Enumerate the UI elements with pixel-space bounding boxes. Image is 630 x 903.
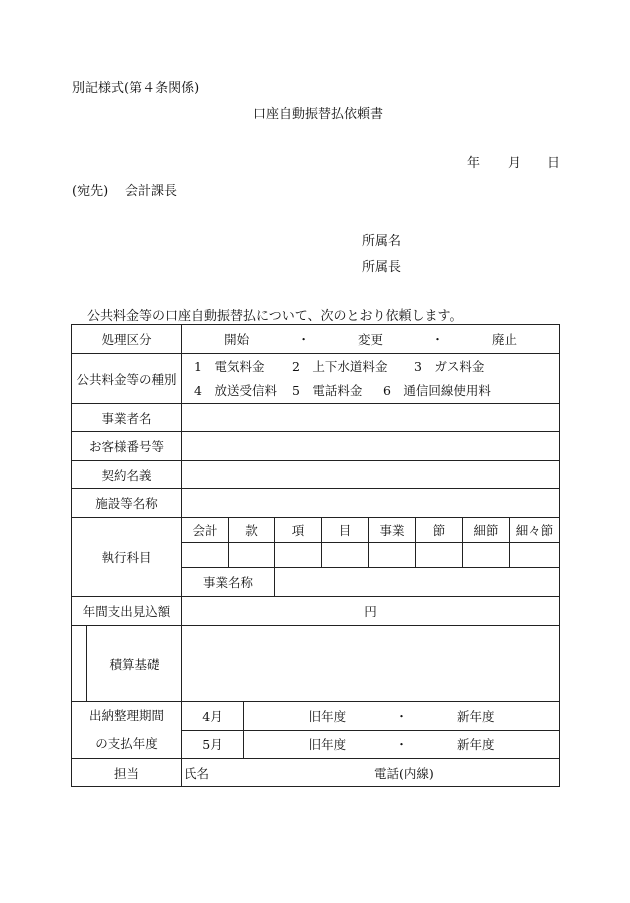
date-month-label: 月 [508, 156, 522, 171]
payment-month-may: 5月 [182, 730, 244, 759]
option-separator: ・ [395, 708, 408, 724]
facility-name-field[interactable] [182, 489, 560, 518]
option-new-year-may[interactable]: 新年度 [457, 737, 495, 753]
budget-value-setsu[interactable] [416, 543, 463, 568]
option-change[interactable]: 変更 [358, 332, 384, 347]
calculation-basis-field[interactable] [182, 626, 560, 702]
processing-label: 処理区分 [72, 325, 182, 354]
contact-name-label: 氏名 [184, 765, 210, 781]
contract-name-field[interactable] [182, 461, 560, 489]
option-separator: ・ [431, 332, 444, 347]
fee-option-electricity[interactable]: 1 電気料金 [194, 358, 265, 374]
budget-col-setsu: 節 [416, 518, 463, 543]
project-name-field[interactable] [275, 568, 560, 597]
option-start[interactable]: 開始 [224, 332, 250, 347]
payment-year-row-april [72, 702, 560, 731]
option-abolish[interactable]: 廃止 [491, 332, 517, 347]
budget-value-saisaisetsu[interactable] [510, 543, 560, 568]
budget-col-saisetsu: 細節 [463, 518, 510, 543]
department-head-label: 所属長 [362, 260, 402, 275]
fee-option-broadcast[interactable]: 4 放送受信料 [194, 382, 277, 398]
customer-number-row [72, 432, 560, 461]
facility-name-row [72, 489, 560, 518]
budget-col-kou: 項 [275, 518, 322, 543]
annual-expense-row [72, 597, 560, 626]
contact-phone-label: 電話(内線) [373, 765, 434, 781]
budget-col-kan: 款 [229, 518, 275, 543]
annual-expense-label: 年間支出見込額 [72, 597, 182, 626]
payment-year-label-line1: 出納整理期間 [88, 708, 164, 723]
option-old-year-april[interactable]: 旧年度 [308, 708, 347, 724]
payment-month-april: 4月 [182, 702, 244, 731]
addressee: 会計課長 [125, 184, 178, 199]
option-separator: ・ [297, 332, 310, 347]
fee-option-network[interactable]: 6 通信回線使用料 [382, 382, 491, 398]
budget-value-saisetsu[interactable] [463, 543, 510, 568]
fee-option-gas[interactable]: 3 ガス料金 [413, 358, 485, 374]
budget-col-saisaisetsu: 細々節 [510, 518, 560, 543]
business-name-field[interactable] [182, 404, 560, 432]
fee-type-label: 公共料金等の種別 [72, 354, 182, 404]
calculation-basis-row [72, 626, 560, 702]
payment-year-label [72, 702, 182, 759]
business-name-label: 事業者名 [72, 404, 182, 432]
customer-number-label: お客様番号等 [72, 432, 182, 461]
payment-year-label-line2: の支払年度 [95, 736, 158, 751]
budget-col-account: 会計 [182, 518, 229, 543]
project-name-label: 事業名称 [182, 568, 275, 597]
budget-value-project[interactable] [369, 543, 416, 568]
yen-unit: 円 [364, 604, 377, 619]
department-name-label: 所属名 [362, 234, 402, 249]
contact-row [72, 759, 560, 787]
date-day-label: 日 [547, 156, 561, 171]
customer-number-field[interactable] [182, 432, 560, 461]
form-reference: 別記様式(第４条関係) [72, 81, 200, 96]
calculation-basis-label: 積算基礎 [109, 656, 160, 672]
date-year-label: 年 [467, 156, 481, 171]
calculation-basis-label-cell [72, 626, 182, 702]
budget-label: 執行科目 [72, 518, 182, 597]
contract-name-row [72, 461, 560, 489]
contact-field[interactable] [182, 759, 560, 787]
budget-col-project: 事業 [369, 518, 416, 543]
payment-year-options-may [244, 730, 560, 759]
option-separator: ・ [395, 737, 408, 753]
business-name-row [72, 404, 560, 432]
budget-header-row [72, 518, 560, 543]
budget-value-moku[interactable] [322, 543, 369, 568]
budget-value-account[interactable] [182, 543, 229, 568]
contact-label: 担当 [72, 759, 182, 787]
annual-expense-field[interactable] [182, 597, 560, 626]
processing-row [72, 325, 560, 354]
fee-option-water[interactable]: 2 上下水道料金 [291, 358, 388, 374]
processing-options [182, 325, 560, 354]
addressee-label: (宛先) [72, 184, 109, 199]
budget-value-kou[interactable] [275, 543, 322, 568]
option-old-year-may[interactable]: 旧年度 [308, 737, 347, 753]
budget-value-kan[interactable] [229, 543, 275, 568]
fee-type-options [182, 354, 560, 404]
budget-col-moku: 目 [322, 518, 369, 543]
contract-name-label: 契約名義 [72, 461, 182, 489]
request-text: 公共料金等の口座自動振替払について、次のとおり依頼します。 [87, 309, 463, 324]
facility-name-label: 施設等名称 [72, 489, 182, 518]
fee-option-phone[interactable]: 5 電話料金 [291, 382, 363, 398]
request-form-table [71, 324, 560, 787]
option-new-year-april[interactable]: 新年度 [457, 708, 495, 724]
payment-year-options-april [244, 702, 560, 731]
document-title: 口座自動振替払依頼書 [253, 107, 384, 122]
fee-type-row [72, 354, 560, 404]
